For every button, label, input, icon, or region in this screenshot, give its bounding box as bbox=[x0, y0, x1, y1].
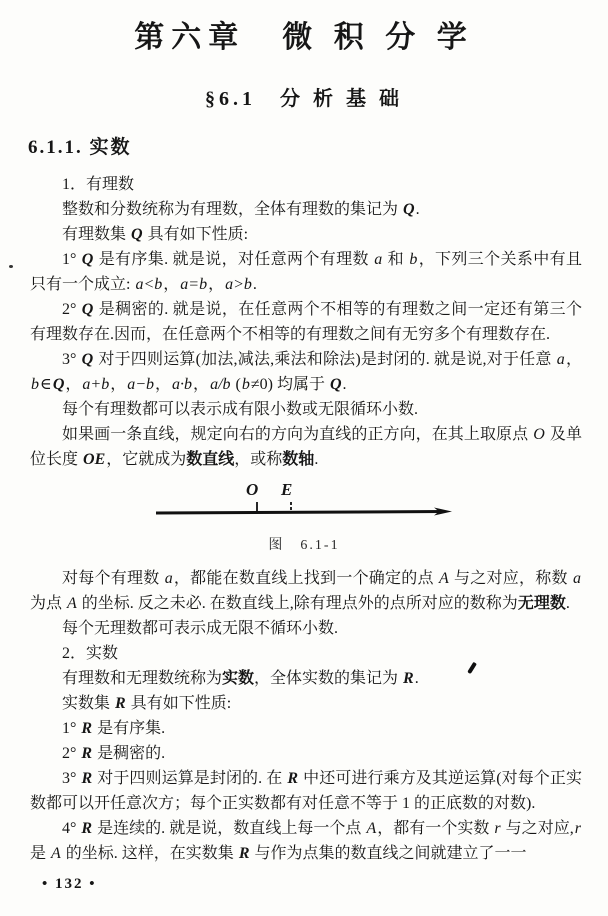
text-run: . bbox=[565, 595, 570, 612]
para-decimal-irrational bbox=[30, 616, 582, 641]
text-run: 1° bbox=[62, 251, 81, 268]
text-run: 2° bbox=[62, 745, 81, 762]
text-run: a bbox=[572, 570, 581, 587]
body-text-bottom bbox=[30, 566, 582, 866]
text-run: ∈ bbox=[40, 376, 52, 393]
text-run: 对于四则运算是封闭的. 在 bbox=[93, 770, 287, 787]
text-run: 是稠密的. bbox=[93, 745, 166, 762]
para-q-properties-intro bbox=[30, 222, 582, 247]
text-run: 为点 bbox=[30, 595, 67, 612]
point-label-unit: E bbox=[281, 480, 293, 499]
margin-dot-artifact bbox=[9, 265, 13, 268]
text-run: ， bbox=[208, 276, 225, 293]
text-run: 每个有理数都可以表示成有限小数或无限循环小数. bbox=[62, 401, 419, 418]
text-run: R bbox=[81, 720, 93, 737]
text-run: 如果画一条直线，规定向右的方向为直线的正方向，在其上取原点 bbox=[62, 426, 533, 443]
text-run: . bbox=[252, 276, 257, 293]
para-item-2-real-heading bbox=[30, 641, 582, 666]
text-run: 有理数集 bbox=[62, 226, 131, 243]
point-label-origin: O bbox=[246, 480, 259, 499]
para-q-property-2 bbox=[30, 297, 582, 347]
text-run: R bbox=[81, 770, 93, 787]
text-run: A bbox=[67, 595, 77, 612]
text-run: 的坐标. 反之未必. 在数直线上,除有理点外的点所对应的数称为 bbox=[77, 595, 518, 612]
text-run: 对每个有理数 bbox=[62, 570, 164, 587]
para-r-property-3 bbox=[30, 766, 582, 816]
text-run: a<b bbox=[135, 276, 163, 293]
text-run: 实数集 bbox=[62, 695, 115, 712]
text-run: O bbox=[533, 426, 545, 443]
text-run: 1° bbox=[62, 720, 81, 737]
para-decimal-rational bbox=[30, 397, 582, 422]
subsection-title: 6.1.1. 实数 bbox=[28, 137, 132, 158]
text-run: 无理数 bbox=[517, 595, 566, 612]
text-run: . bbox=[414, 670, 419, 687]
text-run: . bbox=[342, 376, 347, 393]
text-run: a bbox=[556, 351, 565, 368]
text-run: R bbox=[115, 695, 126, 712]
para-coordinate-def bbox=[30, 566, 582, 616]
text-run: a+b bbox=[82, 376, 110, 393]
text-run: ，下列三个关系中有且只有一个成立: bbox=[30, 251, 582, 293]
text-run: b bbox=[241, 376, 250, 393]
text-run: OE bbox=[83, 451, 106, 468]
text-run: 3° bbox=[62, 351, 81, 368]
text-run: a bbox=[164, 570, 173, 587]
text-run: ，都能在数直线上找到一个确定的点 bbox=[173, 570, 439, 587]
figure-6-1-1 bbox=[0, 480, 608, 554]
text-run: 具有如下性质: bbox=[143, 226, 249, 243]
text-run: 与之对应，称数 bbox=[449, 570, 572, 587]
text-run: Q bbox=[81, 251, 94, 268]
text-run: 有理数和无理数统称为 bbox=[62, 670, 223, 687]
body-text-top bbox=[30, 172, 582, 472]
text-run: a bbox=[374, 251, 383, 268]
para-r-property-4 bbox=[30, 816, 582, 866]
para-q-property-1 bbox=[30, 247, 582, 297]
text-run: R bbox=[81, 820, 93, 837]
para-r-property-2 bbox=[30, 741, 582, 766]
text-run: . bbox=[314, 451, 319, 468]
text-run: 2° bbox=[62, 301, 81, 318]
text-run: 具有如下性质: bbox=[126, 695, 232, 712]
text-run: ， bbox=[565, 351, 582, 368]
text-run: a−b bbox=[127, 376, 155, 393]
text-run: Q bbox=[81, 301, 94, 318]
text-run: 和 bbox=[383, 251, 409, 268]
text-run: 实数 bbox=[222, 670, 255, 687]
text-run: ， bbox=[110, 376, 127, 393]
text-run: a=b bbox=[180, 276, 208, 293]
text-run: b bbox=[409, 251, 418, 268]
text-run: 2．实数 bbox=[62, 645, 119, 662]
text-run: Q bbox=[329, 376, 342, 393]
text-run: 4° bbox=[62, 820, 81, 837]
text-run: ，全体实数的集记为 bbox=[254, 670, 403, 687]
text-run: 及单位长度 bbox=[30, 426, 582, 468]
text-run: R bbox=[403, 670, 414, 687]
page-number: • 132 • bbox=[42, 876, 97, 892]
text-run: 是有序集. 就是说，对任意两个有理数 bbox=[94, 251, 374, 268]
text-run: R bbox=[287, 770, 299, 787]
text-run: . bbox=[415, 201, 420, 218]
text-run: Q bbox=[52, 376, 65, 393]
text-run: r bbox=[494, 820, 501, 837]
text-run: 对于四则运算(加法,减法,乘法和除法)是封闭的. 就是说,对于任意 bbox=[94, 351, 556, 368]
text-run: R bbox=[81, 745, 93, 762]
text-run: 1．有理数 bbox=[62, 176, 135, 193]
text-run: 是稠密的. 就是说，在任意两个不相等的有理数之间一定还有第三个有理数存在.因而，在任意两个不相等的有理数之间有无穷多个有理数存在. bbox=[30, 301, 582, 343]
text-run: a·b bbox=[172, 376, 193, 393]
text-run: a>b bbox=[225, 276, 252, 293]
text-run: ( bbox=[231, 376, 241, 393]
text-run: A bbox=[51, 845, 61, 862]
para-r-properties-intro bbox=[30, 691, 582, 716]
text-run: ，都有一个实数 bbox=[377, 820, 494, 837]
figure-caption: 图 6.1-1 bbox=[268, 538, 340, 553]
number-line-diagram bbox=[154, 480, 454, 524]
text-run: 中还可进行乘方及其逆运算(对每个正实数都可以开任意次方；每个正实数都有对任意不等于 1 的正底数的对数). bbox=[30, 770, 582, 812]
text-run: Q bbox=[81, 351, 94, 368]
chapter-title: 第六章 微 积 分 学 bbox=[134, 21, 474, 54]
text-run: Q bbox=[403, 201, 415, 218]
text-run: ， bbox=[155, 376, 172, 393]
text-run: ， bbox=[65, 376, 82, 393]
text-run: ，它就成为 bbox=[106, 451, 187, 468]
text-run: A bbox=[439, 570, 449, 587]
text-run: 整数和分数统称为有理数，全体有理数的集记为 bbox=[62, 201, 403, 218]
text-run: 数轴 bbox=[282, 451, 315, 468]
text-run: ， bbox=[193, 376, 210, 393]
text-run: 的坐标. 这样，在实数集 bbox=[61, 845, 238, 862]
para-number-line-def bbox=[30, 422, 582, 472]
para-q-property-3 bbox=[30, 347, 582, 397]
text-run: r bbox=[574, 820, 581, 837]
text-run: ≠0) 均属于 bbox=[250, 376, 329, 393]
text-run: ，或称 bbox=[234, 451, 283, 468]
text-run: 是有序集. bbox=[93, 720, 166, 737]
section-title: §6.1 分 析 基 础 bbox=[205, 88, 403, 110]
para-real-def bbox=[30, 666, 582, 691]
text-run: ， bbox=[163, 276, 180, 293]
text-run: b bbox=[31, 376, 39, 393]
para-r-property-1 bbox=[30, 716, 582, 741]
para-item-1-rational-heading bbox=[30, 172, 582, 197]
text-run: 是 bbox=[30, 845, 51, 862]
text-run: 每个无理数都可表示成无限不循环小数. bbox=[62, 620, 339, 637]
text-run: R bbox=[238, 845, 250, 862]
text-run: a/b bbox=[210, 376, 231, 393]
text-run: 与之对应, bbox=[501, 820, 574, 837]
number-line-axis bbox=[154, 500, 454, 522]
text-run: 与作为点集的数直线之间就建立了一一 bbox=[250, 845, 527, 862]
text-run: A bbox=[366, 820, 377, 837]
text-run: 3° bbox=[62, 770, 81, 787]
text-run: 数直线 bbox=[186, 451, 235, 468]
text-run: 是连续的. 就是说，数直线上每一个点 bbox=[93, 820, 366, 837]
text-run: Q bbox=[131, 226, 143, 243]
para-rational-def bbox=[30, 197, 582, 222]
